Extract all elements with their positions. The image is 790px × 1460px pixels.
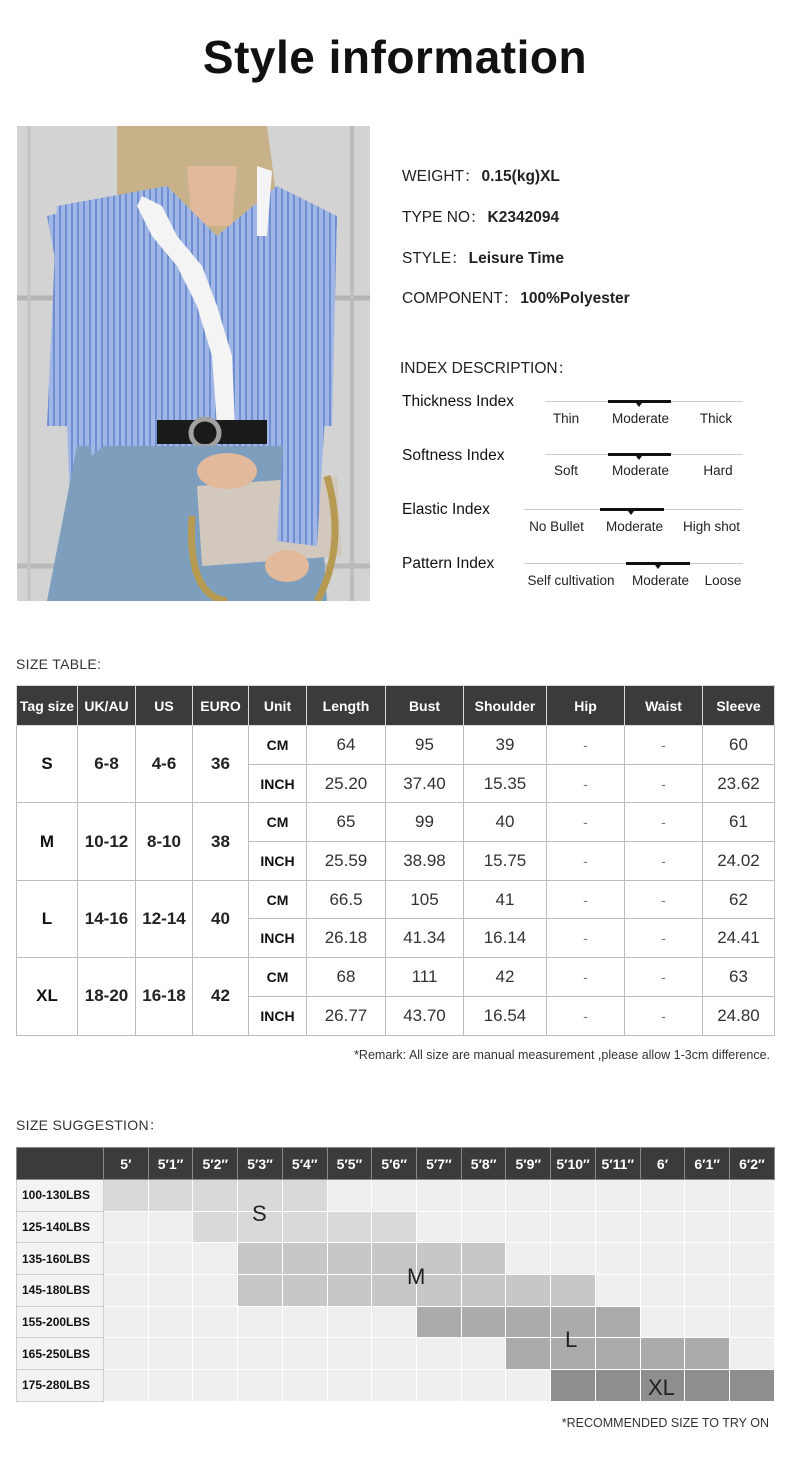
- suggestion-cell: [595, 1306, 640, 1338]
- suggestion-cell: [282, 1243, 327, 1275]
- pattern-pointer: [655, 565, 661, 569]
- thickness-index-label: Thickness Index: [402, 393, 514, 410]
- suggestion-cell: [461, 1243, 506, 1275]
- suggestion-cell: [640, 1180, 685, 1212]
- suggestion-cell: [372, 1211, 417, 1243]
- weight-label: 155-200LBS: [17, 1306, 104, 1338]
- height-header: 5′7″: [417, 1148, 462, 1180]
- shoulder-cell: 39: [464, 726, 547, 765]
- suggestion-cell: [372, 1338, 417, 1370]
- height-header: 5′4″: [282, 1148, 327, 1180]
- suggestion-cell: [685, 1370, 730, 1402]
- zone-label-s: S: [252, 1201, 267, 1226]
- waist-cell: -: [625, 958, 703, 997]
- suggestion-cell: [551, 1370, 596, 1402]
- weight-label: 100-130LBS: [17, 1180, 104, 1212]
- weight-label: 135-160LBS: [17, 1243, 104, 1275]
- spec-component: COMPONENT： 100%Polyester: [402, 290, 630, 307]
- length-cell: 65: [307, 803, 386, 842]
- col-us: US: [136, 686, 193, 726]
- suggestion-cell: [104, 1180, 149, 1212]
- suggestion-cell: [148, 1275, 193, 1307]
- suggestion-cell: [595, 1338, 640, 1370]
- suggestion-cell: [417, 1338, 462, 1370]
- suggestion-cell: [730, 1180, 775, 1212]
- suggestion-cell: [461, 1180, 506, 1212]
- suggestion-cell: [730, 1275, 775, 1307]
- size-us: 4-6: [136, 726, 193, 803]
- sleeve-cell: 63: [703, 958, 775, 997]
- pattern-mid: Moderate: [631, 573, 690, 588]
- suggestion-cell: [640, 1211, 685, 1243]
- waist-cell: -: [625, 764, 703, 803]
- length-cell: 68: [307, 958, 386, 997]
- height-header: 5′2″: [193, 1148, 238, 1180]
- size-remark: *Remark: All size are manual measurement ,please allow 1-3cm difference.: [354, 1048, 770, 1062]
- shoulder-cell: 42: [464, 958, 547, 997]
- suggestion-cell: [506, 1275, 551, 1307]
- weight-row: [17, 1180, 775, 1212]
- recommend-note: *RECOMMENDED SIZE TO TRY ON: [561, 1416, 769, 1430]
- suggestion-cell: [461, 1211, 506, 1243]
- unit-cell: CM: [249, 803, 307, 842]
- index-heading: INDEX DESCRIPTION：: [400, 360, 574, 377]
- unit-cell: INCH: [249, 842, 307, 881]
- elastic-high: High shot: [682, 519, 741, 534]
- table-row: [17, 726, 775, 765]
- suggestion-cell: [417, 1306, 462, 1338]
- suggestion-cell: [685, 1338, 730, 1370]
- suggestion-cell: [327, 1370, 372, 1402]
- unit-cell: INCH: [249, 919, 307, 958]
- suggestion-cell: [417, 1370, 462, 1402]
- size-table-header: [17, 686, 775, 726]
- suggestion-cell: [640, 1243, 685, 1275]
- height-header: 5′10″: [551, 1148, 596, 1180]
- suggestion-cell: [282, 1370, 327, 1402]
- suggestion-cell: [327, 1338, 372, 1370]
- thickness-high: Thick: [699, 411, 733, 426]
- weight-row: [17, 1306, 775, 1338]
- size-uk: 18-20: [78, 958, 136, 1035]
- size-suggestion-label: SIZE SUGGESTION：: [16, 1117, 164, 1133]
- suggestion-cell: [730, 1306, 775, 1338]
- suggestion-cell: [595, 1370, 640, 1402]
- col-hip: Hip: [547, 686, 625, 726]
- suggestion-cell: [104, 1211, 149, 1243]
- suggestion-cell: [282, 1275, 327, 1307]
- length-cell: 26.77: [307, 996, 386, 1035]
- size-us: 12-14: [136, 880, 193, 957]
- table-row: [17, 958, 775, 997]
- thickness-mid: Moderate: [611, 411, 670, 426]
- waist-cell: -: [625, 996, 703, 1035]
- size-uk: 10-12: [78, 803, 136, 880]
- height-header: 5′11″: [595, 1148, 640, 1180]
- suggestion-cell: [282, 1338, 327, 1370]
- sleeve-cell: 23.62: [703, 764, 775, 803]
- size-tag: L: [17, 880, 78, 957]
- suggestion-cell: [238, 1338, 283, 1370]
- softness-pointer: [636, 456, 642, 460]
- length-cell: 25.59: [307, 842, 386, 881]
- softness-high: Hard: [703, 463, 733, 478]
- hip-cell: -: [547, 919, 625, 958]
- suggestion-cell: [595, 1243, 640, 1275]
- height-header: 5′3″: [238, 1148, 283, 1180]
- suggestion-cell: [417, 1211, 462, 1243]
- elastic-pointer: [628, 511, 634, 515]
- shoulder-cell: 15.35: [464, 764, 547, 803]
- spec-type-no: TYPE NO： K2342094: [402, 209, 560, 226]
- suggestion-cell: [104, 1370, 149, 1402]
- suggestion-cell: [506, 1211, 551, 1243]
- suggestion-cell: [193, 1211, 238, 1243]
- waist-cell: -: [625, 842, 703, 881]
- bust-cell: 41.34: [386, 919, 464, 958]
- spec-style: STYLE： Leisure Time: [402, 250, 564, 267]
- suggestion-cell: [685, 1180, 730, 1212]
- suggestion-cell: [685, 1306, 730, 1338]
- height-header: 6′2″: [730, 1148, 775, 1180]
- suggestion-cell: [506, 1370, 551, 1402]
- elastic-index-label: Elastic Index: [402, 501, 490, 518]
- hip-cell: -: [547, 880, 625, 919]
- suggestion-cell: [327, 1275, 372, 1307]
- page-title: Style information: [202, 31, 588, 83]
- suggestion-cell: [640, 1338, 685, 1370]
- weight-label: 145-180LBS: [17, 1275, 104, 1307]
- corner-cell: [17, 1148, 104, 1180]
- thickness-low: Thin: [552, 411, 580, 426]
- suggestion-cell: [238, 1370, 283, 1402]
- softness-low: Soft: [553, 463, 578, 478]
- suggestion-cell: [417, 1180, 462, 1212]
- sleeve-cell: 60: [703, 726, 775, 765]
- height-header: 5′9″: [506, 1148, 551, 1180]
- sleeve-cell: 24.02: [703, 842, 775, 881]
- shoulder-cell: 15.75: [464, 842, 547, 881]
- suggestion-cell: [506, 1180, 551, 1212]
- size-tag: S: [17, 726, 78, 803]
- height-header: 5′6″: [372, 1148, 417, 1180]
- suggestion-cell: [104, 1243, 149, 1275]
- suggestion-cell: [730, 1243, 775, 1275]
- suggestion-cell: [148, 1370, 193, 1402]
- suggestion-cell: [461, 1370, 506, 1402]
- hip-cell: -: [547, 803, 625, 842]
- weight-row: [17, 1211, 775, 1243]
- length-cell: 26.18: [307, 919, 386, 958]
- hip-cell: -: [547, 764, 625, 803]
- sleeve-cell: 62: [703, 880, 775, 919]
- softness-index-label: Softness Index: [402, 447, 505, 464]
- bust-cell: 43.70: [386, 996, 464, 1035]
- col-unit: Unit: [249, 686, 307, 726]
- weight-label: 125-140LBS: [17, 1211, 104, 1243]
- suggestion-cell: [551, 1211, 596, 1243]
- suggestion-cell: [506, 1306, 551, 1338]
- weight-label: 165-250LBS: [17, 1338, 104, 1370]
- suggestion-cell: [730, 1211, 775, 1243]
- suggestion-cell: [193, 1275, 238, 1307]
- suggestion-cell: [104, 1338, 149, 1370]
- col-tag-size: Tag size: [17, 686, 78, 726]
- col-euro: EURO: [193, 686, 249, 726]
- pattern-high: Loose: [704, 573, 742, 588]
- unit-cell: CM: [249, 880, 307, 919]
- col-uk-au: UK/AU: [78, 686, 136, 726]
- sleeve-cell: 24.41: [703, 919, 775, 958]
- pattern-low: Self cultivation: [527, 573, 615, 588]
- suggestion-cell: [104, 1275, 149, 1307]
- height-header-row: [17, 1148, 775, 1180]
- suggestion-cell: [282, 1306, 327, 1338]
- suggestion-cell: [372, 1180, 417, 1212]
- size-euro: 38: [193, 803, 249, 880]
- size-uk: 6-8: [78, 726, 136, 803]
- suggestion-cell: [282, 1211, 327, 1243]
- suggestion-cell: [327, 1180, 372, 1212]
- length-cell: 64: [307, 726, 386, 765]
- sleeve-cell: 24.80: [703, 996, 775, 1035]
- size-table-label: SIZE TABLE:: [16, 656, 102, 672]
- waist-cell: -: [625, 919, 703, 958]
- hip-cell: -: [547, 996, 625, 1035]
- suggestion-cell: [148, 1338, 193, 1370]
- hip-cell: -: [547, 842, 625, 881]
- sleeve-cell: 61: [703, 803, 775, 842]
- suggestion-cell: [193, 1338, 238, 1370]
- height-header: 5′5″: [327, 1148, 372, 1180]
- pattern-index-label: Pattern Index: [402, 555, 495, 572]
- suggestion-cell: [640, 1275, 685, 1307]
- suggestion-cell: [104, 1306, 149, 1338]
- suggestion-cell: [595, 1211, 640, 1243]
- weight-label: 175-280LBS: [17, 1370, 104, 1402]
- size-euro: 42: [193, 958, 249, 1035]
- shoulder-cell: 16.54: [464, 996, 547, 1035]
- bust-cell: 111: [386, 958, 464, 997]
- softness-mid: Moderate: [611, 463, 670, 478]
- unit-cell: INCH: [249, 764, 307, 803]
- hip-cell: -: [547, 958, 625, 997]
- suggestion-cell: [551, 1275, 596, 1307]
- suggestion-cell: [193, 1180, 238, 1212]
- suggestion-cell: [640, 1306, 685, 1338]
- size-uk: 14-16: [78, 880, 136, 957]
- height-header: 5′8″: [461, 1148, 506, 1180]
- suggestion-cell: [685, 1211, 730, 1243]
- suggestion-cell: [327, 1306, 372, 1338]
- unit-cell: CM: [249, 726, 307, 765]
- suggestion-cell: [461, 1275, 506, 1307]
- waist-cell: -: [625, 803, 703, 842]
- suggestion-cell: [282, 1180, 327, 1212]
- suggestion-cell: [685, 1275, 730, 1307]
- elastic-mid: Moderate: [605, 519, 664, 534]
- suggestion-cell: [148, 1243, 193, 1275]
- col-waist: Waist: [625, 686, 703, 726]
- size-us: 16-18: [136, 958, 193, 1035]
- suggestion-cell: [461, 1338, 506, 1370]
- shoulder-cell: 16.14: [464, 919, 547, 958]
- suggestion-cell: [193, 1243, 238, 1275]
- size-table: [16, 685, 775, 1036]
- suggestion-cell: [506, 1338, 551, 1370]
- waist-cell: -: [625, 726, 703, 765]
- length-cell: 66.5: [307, 880, 386, 919]
- shoulder-cell: 40: [464, 803, 547, 842]
- size-tag: XL: [17, 958, 78, 1035]
- suggestion-cell: [148, 1211, 193, 1243]
- col-shoulder: Shoulder: [464, 686, 547, 726]
- bust-cell: 38.98: [386, 842, 464, 881]
- size-euro: 40: [193, 880, 249, 957]
- suggestion-cell: [148, 1306, 193, 1338]
- weight-row: [17, 1275, 775, 1307]
- zone-label-l: L: [565, 1327, 578, 1352]
- suggestion-cell: [193, 1306, 238, 1338]
- suggestion-cell: [372, 1306, 417, 1338]
- height-header: 6′1″: [685, 1148, 730, 1180]
- spec-weight: WEIGHT： 0.15(kg)XL: [402, 168, 560, 185]
- suggestion-cell: [238, 1306, 283, 1338]
- bust-cell: 37.40: [386, 764, 464, 803]
- suggestion-cell: [551, 1243, 596, 1275]
- bust-cell: 95: [386, 726, 464, 765]
- zone-label-xl: XL: [648, 1375, 675, 1400]
- table-row: [17, 803, 775, 842]
- size-tag: M: [17, 803, 78, 880]
- suggestion-cell: [730, 1338, 775, 1370]
- table-row: [17, 880, 775, 919]
- suggestion-cell: [327, 1243, 372, 1275]
- height-header: 5′1″: [148, 1148, 193, 1180]
- suggestion-cell: [193, 1370, 238, 1402]
- length-cell: 25.20: [307, 764, 386, 803]
- thickness-pointer: [636, 403, 642, 407]
- suggestion-cell: [595, 1180, 640, 1212]
- unit-cell: CM: [249, 958, 307, 997]
- bust-cell: 99: [386, 803, 464, 842]
- suggestion-cell: [730, 1370, 775, 1402]
- suggestion-cell: [148, 1180, 193, 1212]
- waist-cell: -: [625, 880, 703, 919]
- size-suggestion-table: [16, 1147, 775, 1402]
- unit-cell: INCH: [249, 996, 307, 1035]
- suggestion-cell: [238, 1275, 283, 1307]
- suggestion-cell: [685, 1243, 730, 1275]
- suggestion-cell: [506, 1243, 551, 1275]
- col-bust: Bust: [386, 686, 464, 726]
- product-photo: [17, 126, 370, 601]
- bust-cell: 105: [386, 880, 464, 919]
- suggestion-cell: [461, 1306, 506, 1338]
- col-sleeve: Sleeve: [703, 686, 775, 726]
- suggestion-cell: [551, 1180, 596, 1212]
- height-header: 6′: [640, 1148, 685, 1180]
- size-euro: 36: [193, 726, 249, 803]
- height-header: 5′: [104, 1148, 149, 1180]
- col-length: Length: [307, 686, 386, 726]
- hip-cell: -: [547, 726, 625, 765]
- suggestion-cell: [372, 1370, 417, 1402]
- weight-row: [17, 1338, 775, 1370]
- weight-row: [17, 1243, 775, 1275]
- zone-label-m: M: [407, 1264, 426, 1289]
- shoulder-cell: 41: [464, 880, 547, 919]
- suggestion-cell: [327, 1211, 372, 1243]
- elastic-low: No Bullet: [529, 519, 584, 534]
- suggestion-cell: [238, 1243, 283, 1275]
- size-us: 8-10: [136, 803, 193, 880]
- suggestion-cell: [595, 1275, 640, 1307]
